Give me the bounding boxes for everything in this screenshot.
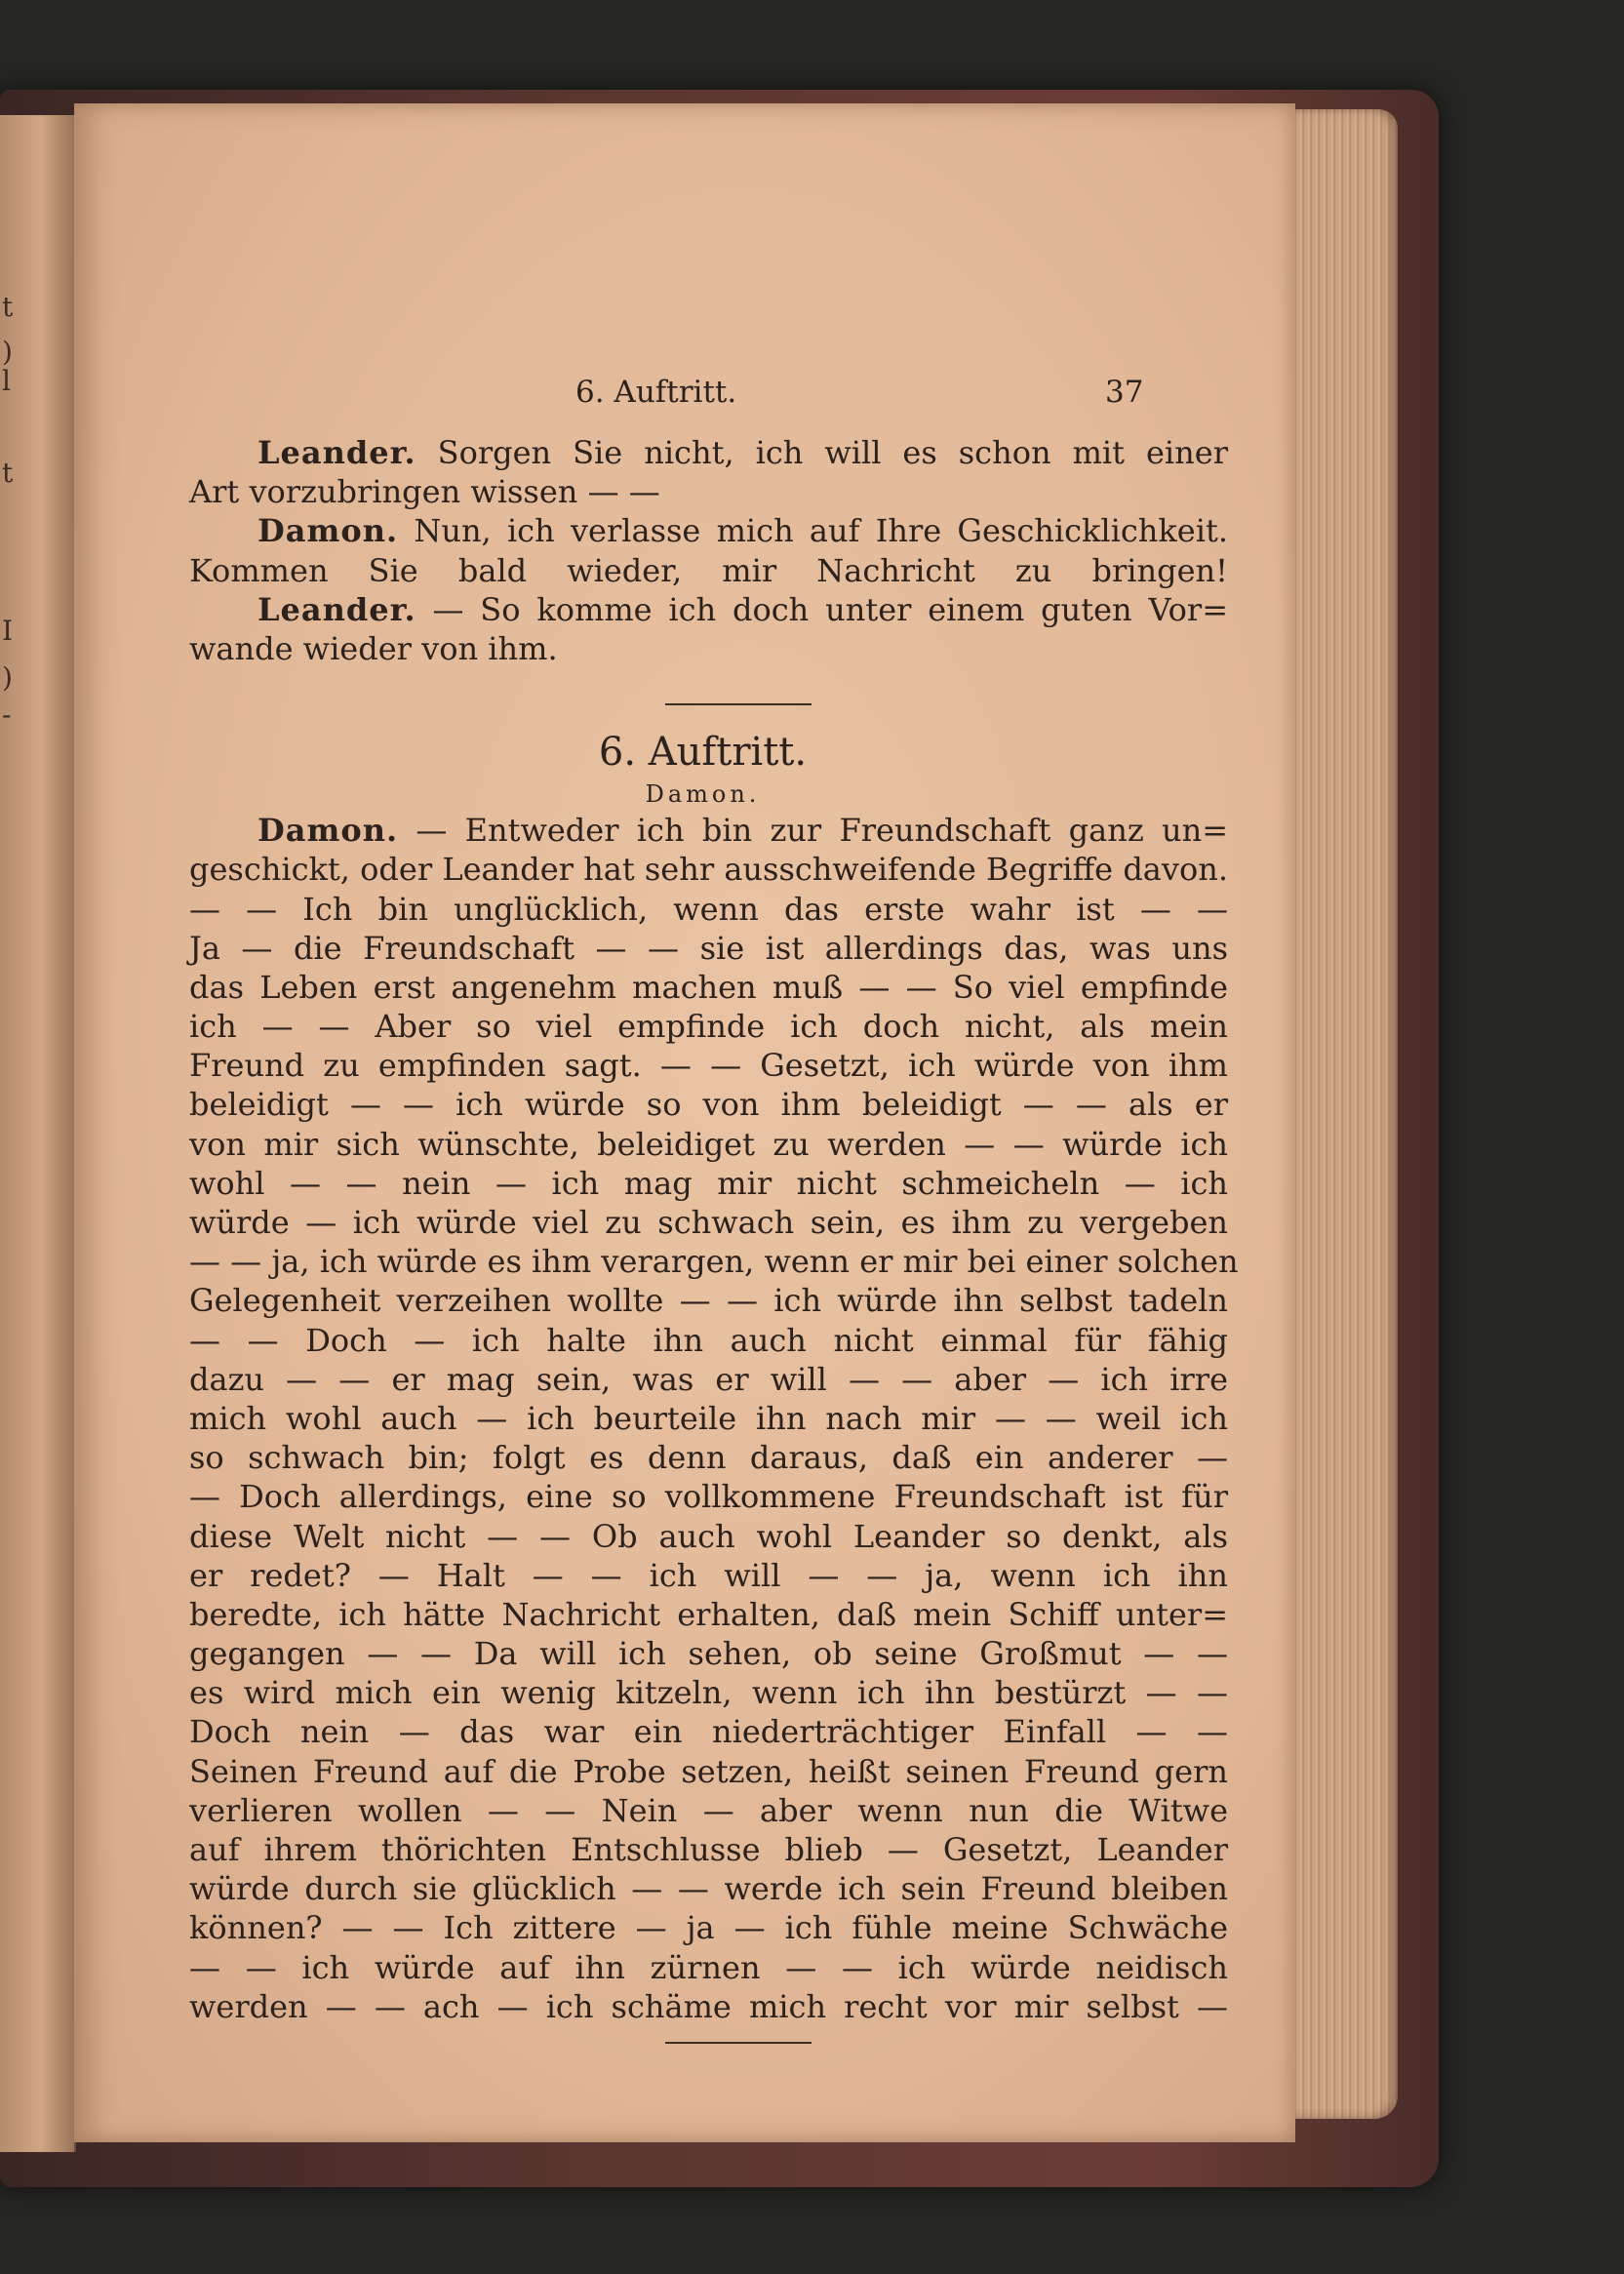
text-line: wohl — — nein — ich mag mir nicht schmeicheln — ich <box>189 1164 1228 1202</box>
margin-char: ) <box>2 336 13 368</box>
text-line: Leander. Sorgen Sie nicht, ich will es schon mit einer <box>257 434 1229 471</box>
text-line: — Doch allerdings, eine so vollkommene Freundschaft ist für <box>189 1478 1228 1516</box>
margin-char: - <box>2 698 12 731</box>
running-head <box>74 375 1295 414</box>
scene-heading: 6. Auftritt. <box>598 730 808 776</box>
running-head-title: 6. Auftritt. <box>575 375 737 410</box>
text-line: geschickt, oder Leander hat sehr ausschweifende Begriffe davon. <box>189 851 1228 889</box>
text-line: Art vorzubringen wissen — — <box>189 473 660 511</box>
text-line: diese Welt nicht — — Ob auch wohl Leander so denkt, als <box>189 1517 1228 1555</box>
text-line: Ja — die Freundschaft — — sie ist allerdings das, was uns <box>189 929 1228 967</box>
speaker-name: Leander. <box>257 434 416 471</box>
text-line: Damon. — Entweder ich bin zur Freundschaft ganz un= <box>257 812 1229 850</box>
text-line: das Leben erst angenehm machen muß — — So viel empfinde <box>189 968 1228 1006</box>
speaker-name: Leander. <box>257 590 416 628</box>
text-line: beredte, ich hätte Nachricht erhalten, daß mein Schiff unter= <box>189 1595 1228 1633</box>
text-line: gegangen — — Da will ich sehen, ob seine Großmut — — <box>189 1635 1228 1673</box>
text-line: dazu — — er mag sein, was er will — — aber — ich irre <box>189 1360 1228 1398</box>
margin-char: ) <box>2 661 13 694</box>
text-line: er redet? — Halt — — ich will — — ja, wenn ich ihn <box>189 1556 1228 1594</box>
text-line: Damon. Nun, ich verlasse mich auf Ihre Geschicklichkeit. <box>257 512 1229 550</box>
margin-char: I <box>2 615 14 647</box>
text-line: von mir sich wünschte, beleidiget zu werden — — würde ich <box>189 1125 1228 1163</box>
text-line: auf ihrem thörichten Entschlusse blieb — Gesetzt, Leander <box>189 1831 1228 1868</box>
speaker-name: Damon. <box>257 812 399 850</box>
text-line: Leander. — So komme ich doch unter einem guten Vor= <box>257 590 1229 628</box>
margin-char: t <box>2 457 14 489</box>
text-line: — — Doch — ich halte ihn auch nicht einmal für fähig <box>189 1321 1228 1359</box>
text-line: würde — ich würde viel zu schwach sein, es ihm zu vergeben <box>189 1204 1228 1241</box>
text-line: werden — — ach — ich schäme mich recht vor mir selbst — <box>189 1987 1228 2025</box>
page-number: 37 <box>1105 375 1144 410</box>
previous-page-edge <box>0 115 76 2152</box>
text-line: es wird mich ein wenig kitzeln, wenn ich ihn bestürzt — — <box>189 1674 1228 1712</box>
margin-char: t <box>2 291 14 323</box>
text-line: — — ich würde auf ihn zürnen — — ich würde neidisch <box>189 1948 1228 1986</box>
book-page <box>74 103 1295 2142</box>
text-line: Seinen Freund auf die Probe setzen, heißt seinen Freund gern <box>189 1752 1228 1790</box>
text-line: — — ja, ich würde es ihm verargen, wenn er mir bei einer solchen <box>189 1243 1239 1281</box>
text-line: so schwach bin; folgt es denn daraus, daß ein anderer — <box>189 1439 1228 1477</box>
page-fore-edge <box>1283 109 1398 2119</box>
margin-char: l <box>2 365 11 397</box>
text-line: mich wohl auch — ich beurteile ihn nach mir — — weil ich <box>189 1399 1228 1437</box>
text-block <box>189 433 1239 2044</box>
text-line: wande wieder von ihm. <box>189 629 558 667</box>
scene-persons: Damon. <box>645 780 761 809</box>
text-line: ich — — Aber so viel empfinde ich doch nicht, als mein <box>189 1008 1228 1046</box>
text-line: Gelegenheit verzeihen wollte — — ich würde ihn selbst tadeln <box>189 1282 1228 1320</box>
text-line: — — Ich bin unglücklich, wenn das erste wahr ist — — <box>189 890 1228 928</box>
speaker-name: Damon. <box>257 512 399 550</box>
text-line: verlieren wollen — — Nein — aber wenn nun die Witwe <box>189 1791 1228 1829</box>
text-line: würde durch sie glücklich — — werde ich sein Freund bleiben <box>189 1870 1228 1908</box>
text-line: beleidigt — — ich würde so von ihm beleidigt — — als er <box>189 1086 1228 1124</box>
text-line: Freund zu empfinden sagt. — — Gesetzt, ich würde von ihm <box>189 1047 1228 1085</box>
text-line: können? — — Ich zittere — ja — ich fühle meine Schwäche <box>189 1909 1228 1947</box>
section-divider <box>665 2042 812 2044</box>
text-line: Doch nein — das war ein niederträchtiger Einfall — — <box>189 1713 1228 1751</box>
text-line: Kommen Sie bald wieder, mir Nachricht zu bringen! <box>189 551 1228 589</box>
